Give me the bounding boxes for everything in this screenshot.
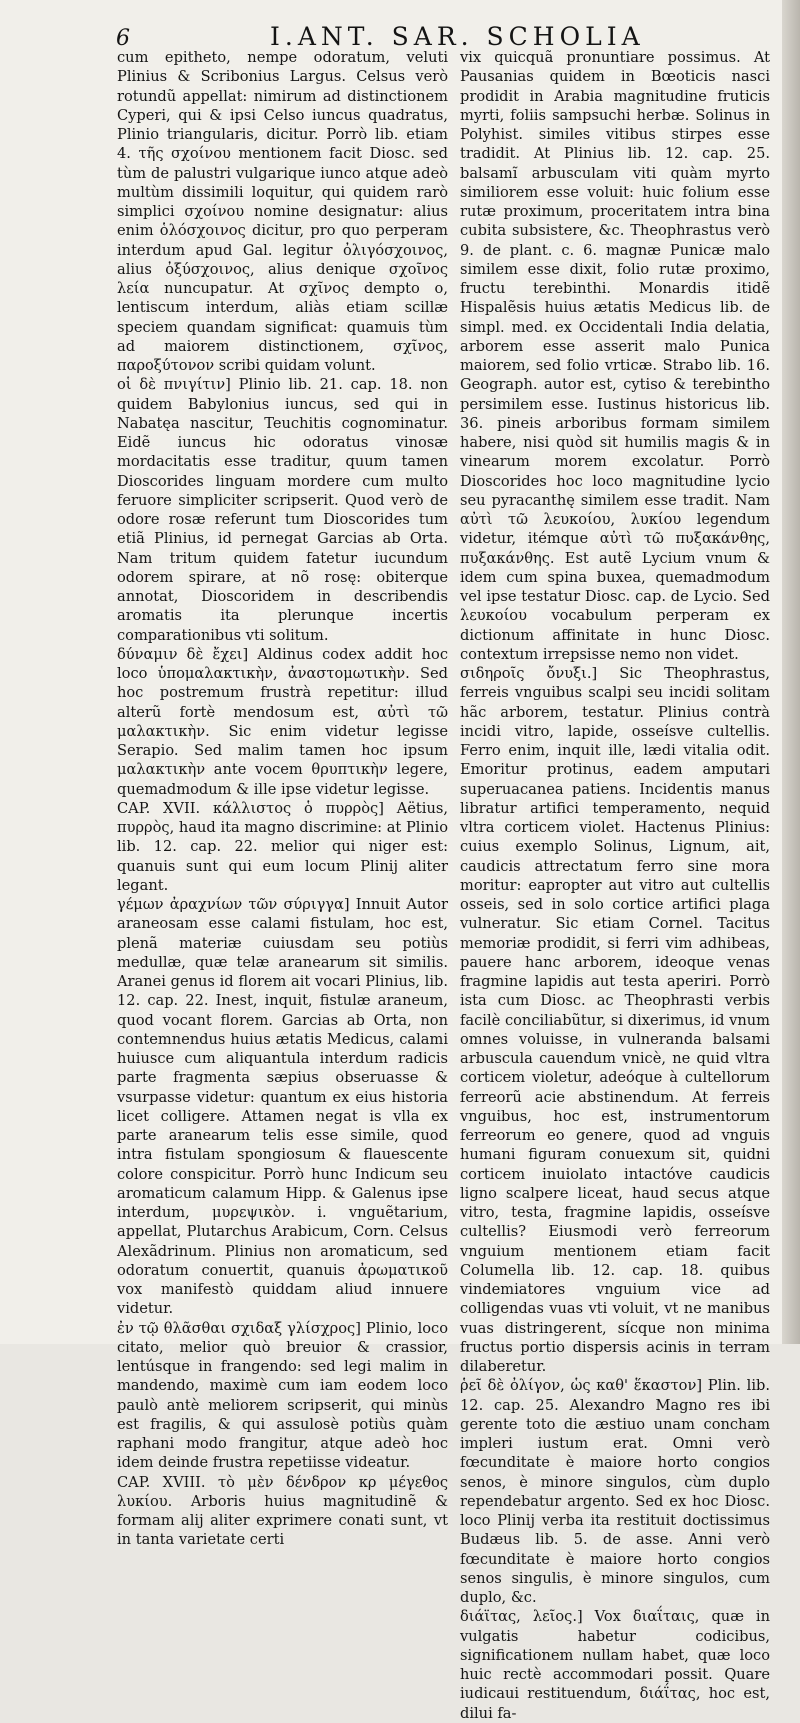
paragraph: ἐν τῷ θλᾶσθαι σχιδαξ γλίσχρος] Plinio, loco citato, melior quò breuior & crassior, lentúsque in frangendo: sed legi malim in mandendo, maximè cum iam eodem loco paulò antè meliorem scripserit, qui minùs est fragilis, & qui assulosè potiùs quàm raphani modo frangitur, atque adeò hoc idem deinde frustra repetiisse videatur. (117, 1319, 448, 1472)
paragraph: CAP. XVIII. τὸ μὲν δένδρον κρ μέγεθος λυκίου. Arboris huius magnitudinẽ & formam alij aliter exprimere conati sunt, vt in tanta varietate certi (117, 1473, 448, 1549)
paragraph: CAP. XVII. κάλλιστος ὁ πυρρὸς] Aëtius, πυρρὸς, haud ita magno discrimine: at Plinio lib. 12. cap. 22. melior qui niger est: quanuis sunt qui eum locum Plinij aliter legant. (117, 799, 448, 894)
right-column (460, 48, 770, 1723)
paragraph: δύναμιν δὲ ἔχει] Aldinus codex addit hoc loco ὑπομαλακτικὴν, ἀναστομωτικὴν. Sed hoc postremum frustrà repetitur: illud alterũ fortè mendosum est, αὐτὶ τῶ μαλακτικὴν. Sic enim videtur legisse Serapio. Sed malim tamen hoc ipsum μαλακτικὴν ante vocem θρυπτικὴν legere, quemadmodum & ille ipse videtur legisse. (117, 645, 448, 798)
paragraph: vix quicquã pronuntiare possimus. At Pausanias quidem in Bœoticis nasci prodidit in Arabia magnitudine fruticis myrti, foliis sampsuchi herbæ. Solinus in Polyhist. similes vitibus stirpes esse tradidit. At Plinius lib. 12. cap. 25. balsamĩ arbusculam viti quàm myrto similiorem esse voluit: huic folium esse rutæ proximum, proceritatem intra bina cubita subsistere, &c. Theophrastus verò 9. de plant. c. 6. magnæ Punicæ malo similem esse dixit, folio rutæ proximo, fructu terebinthi. Monardis itidẽ Hispalẽsis huius ætatis Medicus lib. de simpl. med. ex Occidentali India delatia, arborem esse asserit malo Punica maiorem, sed folio vrticæ. Strabo lib. 16. Geograph. autor est, cytiso & terebintho persimilem esse. Iustinus historicus lib. 36. pineis arboribus formam similem habere, nisi quòd sit humilis magis & in vinearum morem excolatur. Porrò Dioscorides hoc loco magnitudine lycio seu pyracanthę similem esse tradit. Nam αὐτὶ τῶ λευκοίου, λυκίου legendum videtur, itémque αὐτὶ τῶ πυξακάνθης, πυξακάνθης. Est autẽ Lycium vnum & idem cum spina buxea, quemadmodum vel ipse testatur Diosc. cap. de Lycio. Sed λευκοίου vocabulum perperam ex dictionum affinitate in hunc Diosc. contextum irrepsisse nemo non videt. (460, 49, 770, 663)
left-column (117, 48, 448, 1550)
paragraph: cum epitheto, nempe odoratum, veluti Plinius & Scribonius Largus. Celsus verò rotundũ appellat: nimirum ad distinctionem Cyperi, qui & ipsi Celso iuncus quadratus, Plinio triangularis, dicitur. Porrò lib. etiam 4. τῆς σχοίνου mentionem facit Diosc. sed tùm de palustri vulgarique iunco atque adeò multùm dissimili loquitur, qui quidem rarò simplici σχοίνου nomine designatur: alius enim ὁλόσχοινος dicitur, pro quo perperam interdum apud Gal. legitur ὀλιγόσχοινος, alius ὀξύσχοινος, alius denique σχοῖνος λεία nuncupatur. At σχῖνος dempto ο, lentiscum interdum, aliàs etiam scillæ speciem quandam significat: quamuis tùm ad maiorem distinctionem, σχῖνος, παροξύτονον scribi quidam volunt. (117, 49, 448, 374)
paragraph: οἱ δὲ πνιγίτιν] Plinio lib. 21. cap. 18. non quidem Babylonius iuncus, sed qui in Nabatęa nascitur, Teuchitis cognominatur. Eidẽ iuncus hic odoratus vinosæ mordacitatis esse traditur, quum tamen Dioscorides linguam mordere cum multo feruore simpliciter scripserit. Quod verò de odore rosæ referunt tum Dioscorides tum etiã Plinius, id pernegat Garcias ab Orta. Nam tritum quidem fatetur iucundum odorem spirare, at nõ rosę: obiterque annotat, Dioscoridem in describendis aromatis ita plerunque incertis comparationibus vti solitum. (117, 376, 448, 644)
paragraph: γέμων ἀραχνίων τῶν σύριγγα] Innuit Autor araneosam esse calami fistulam, hoc est, plenã materiæ cuiusdam seu potiùs medullæ, quæ telæ aranearum sit similis. Aranei genus id florem ait vocari Plinius, lib. 12. cap. 22. Inest, inquit, fistulæ araneum, quod vocant florem. Garcias ab Orta, non contemnendus huius ætatis Medicus, calami huiusce cum aliquantula interdum radicis parte fragmenta sæpius obseruasse & vsurpasse videtur: quantum ex eius historia licet colligere. Attamen negat is vlla ex parte aranearum telis esse simile, quod intra fistulam spongiosum & flauescente colore conspicitur. Porrò hunc Indicum seu aromaticum calamum Hipp. & Galenus ipse interdum, μυρεψικὸν. i. vnguẽtarium, appellat, Plutarchus Arabicum, Corn. Celsus Alexãdrinum. Plinius non aromaticum, sed odoratum conuertit, quanuis ἀρωματικοῦ vox manifestò quiddam aliud innuere videtur. (117, 896, 448, 1318)
paragraph: διάϊτας, λεῖος.] Vox διαΐταις, quæ in vulgatis habetur codicibus, significationem nullam habet, quæ loco huic rectè accommodari possit. Quare iudicaui restituendum, διάΐτας, hoc est, dilui fa- (460, 1608, 770, 1722)
paragraph: ῥεῖ δὲ ὀλίγον, ὡς καθ' ἕκαστον] Plin. lib. 12. cap. 25. Alexandro Magno res ibi gerente toto die æstiuo unam concham impleri iustum erat. Omni verò fœcunditate è maiore horto congios senos, è minore singulos, cùm duplo rependebatur argento. Sed ex hoc Diosc. loco Plinij verba ita restituit doctissimus Budæus lib. 5. de asse. Anni verò fœcunditate è maiore horto congios senos singulis, è minore singulos, cum duplo, &c. (460, 1377, 770, 1606)
page-number: 6 (116, 26, 130, 51)
page-edge-shadow (782, 0, 800, 1344)
running-head: I.ANT. SAR. SCHOLIA (270, 22, 645, 51)
paragraph: σιδηροῖς ὄνυξι.] Sic Theophrastus, ferreis vnguibus scalpi seu incidi solitam hãc arborem, testatur. Plinius contrà incidi vitro, lapide, osseísve cultellis. Ferro enim, inquit ille, lædi vitalia odit. Emoritur protinus, eadem amputari superuacanea patiens. Incidentis manus libratur artifici temperamento, nequid vltra corticem violet. Hactenus Plinius: cuius exemplo Solinus, Lignum, ait, caudicis attrectatum ferro sine mora moritur: eapropter aut vitro aut cultellis osseis, sed in solo cortice artifici plaga vulneratur. Sic etiam Cornel. Tacitus memoriæ prodidit, si ferri vim adhibeas, pauere hanc arborem, ideoque venas fragmine lapidis aut testa aperiri. Porrò ista cum Diosc. ac Theophrasti verbis facilè conciliabũtur, si dixerimus, id vnum omnes voluisse, in vulneranda balsami arbuscula cauendum vnicè, ne quid vltra corticem violetur, adeóque à cultellorum ferreorũ acie abstinendum. At ferreis vnguibus, hoc est, instrumentorum ferreorum eo genere, quod ad vnguis humani figuram conuexum sit, quidni corticem inuiolato intactóve caudicis ligno scalpere liceat, haud secus atque vitro, testa, fragmine lapidis, osseísve cultellis? Eiusmodi verò ferreorum vnguium mentionem etiam facit Columella lib. 12. cap. 18. quibus vindemiatores vnguium vice ad colligendas vuas vti voluit, vt ne manibus vuas distringerent, sícque non minima fructus portio dispersis acinis in terram dilaberetur. (460, 665, 770, 1375)
